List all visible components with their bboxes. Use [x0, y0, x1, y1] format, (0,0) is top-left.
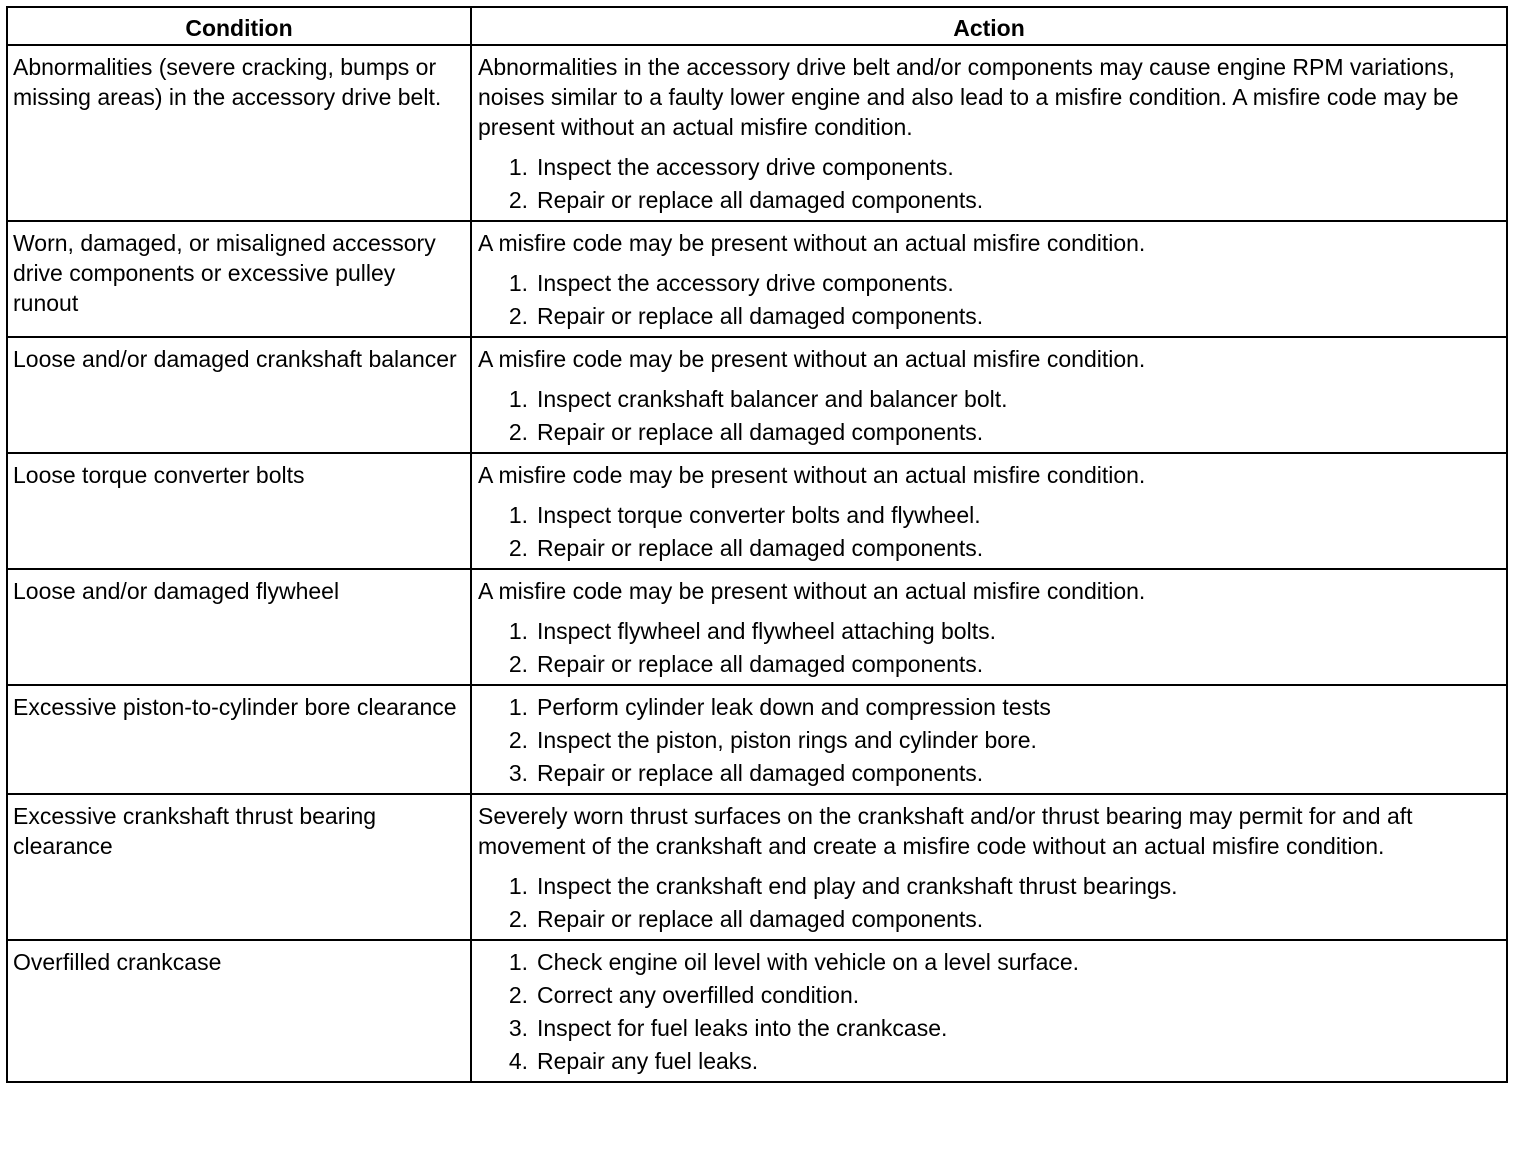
action-step — [478, 533, 1498, 563]
action-step — [478, 871, 1498, 901]
step-number: 1. — [508, 618, 528, 644]
action-steps-list — [478, 947, 1498, 1076]
action-step — [478, 904, 1498, 934]
action-description: A misfire code may be present without an actual misfire condition. — [478, 230, 1146, 256]
step-text: Inspect the accessory drive components. — [537, 270, 954, 296]
step-number: 1. — [508, 694, 528, 720]
condition-cell: Excessive crankshaft thrust bearing clearance — [7, 794, 471, 940]
action-step — [478, 616, 1498, 646]
action-steps-list — [478, 152, 1498, 215]
action-cell — [471, 45, 1507, 221]
table-row — [7, 940, 1507, 1082]
step-spacer — [528, 758, 537, 788]
step-text: Repair or replace all damaged components. — [537, 535, 984, 561]
action-cell — [471, 569, 1507, 685]
table-body — [7, 45, 1507, 1082]
step-text: Repair any fuel leaks. — [537, 1048, 759, 1074]
step-number: 2. — [508, 982, 528, 1008]
step-number: 3. — [508, 760, 528, 786]
step-number: 2. — [508, 303, 528, 329]
step-spacer — [528, 616, 537, 646]
step-number: 4. — [508, 1048, 528, 1074]
step-number: 3. — [508, 1015, 528, 1041]
step-spacer — [528, 185, 537, 215]
step-text: Inspect flywheel and flywheel attaching bolts. — [537, 618, 996, 644]
step-spacer — [528, 152, 537, 182]
action-step — [478, 1013, 1498, 1043]
action-cell — [471, 453, 1507, 569]
action-step — [478, 980, 1498, 1010]
action-step — [478, 500, 1498, 530]
step-number: 1. — [508, 873, 528, 899]
action-step — [478, 692, 1498, 722]
action-step — [478, 649, 1498, 679]
action-description: A misfire code may be present without an actual misfire condition. — [478, 462, 1146, 488]
action-step — [478, 185, 1498, 215]
step-spacer — [528, 725, 537, 755]
step-spacer — [528, 301, 537, 331]
step-number: 2. — [508, 419, 528, 445]
action-description: Abnormalities in the accessory drive belt and/or components may cause engine RPM variations, noises similar to a faulty lower engine and also lead to a misfire condition. A misfire code may be present without an actual misfire condition. — [478, 54, 1459, 140]
step-number: 1. — [508, 502, 528, 528]
step-text: Perform cylinder leak down and compression tests — [537, 694, 1051, 720]
action-description: A misfire code may be present without an actual misfire condition. — [478, 578, 1146, 604]
step-text: Repair or replace all damaged components. — [537, 651, 984, 677]
action-step — [478, 417, 1498, 447]
step-number: 2. — [508, 535, 528, 561]
action-cell — [471, 940, 1507, 1082]
step-text: Correct any overfilled condition. — [537, 982, 860, 1008]
table-row — [7, 794, 1507, 940]
step-text: Repair or replace all damaged components. — [537, 906, 984, 932]
table-row — [7, 685, 1507, 794]
step-text: Inspect the crankshaft end play and crankshaft thrust bearings. — [537, 873, 1178, 899]
step-text: Inspect the accessory drive components. — [537, 154, 954, 180]
action-steps-list — [478, 871, 1498, 934]
step-number: 2. — [508, 651, 528, 677]
step-text: Repair or replace all damaged components. — [537, 419, 984, 445]
table-row — [7, 337, 1507, 453]
step-number: 1. — [508, 386, 528, 412]
step-number: 2. — [508, 187, 528, 213]
condition-cell: Loose and/or damaged crankshaft balancer — [7, 337, 471, 453]
action-cell — [471, 685, 1507, 794]
action-step — [478, 725, 1498, 755]
step-spacer — [528, 1013, 537, 1043]
step-text: Inspect for fuel leaks into the crankcase. — [537, 1015, 948, 1041]
table-row — [7, 569, 1507, 685]
action-step — [478, 268, 1498, 298]
step-number: 2. — [508, 906, 528, 932]
action-steps-list — [478, 500, 1498, 563]
action-step — [478, 384, 1498, 414]
step-spacer — [528, 904, 537, 934]
step-text: Repair or replace all damaged components. — [537, 760, 984, 786]
step-spacer — [528, 268, 537, 298]
step-spacer — [528, 1046, 537, 1076]
action-steps-list — [478, 616, 1498, 679]
step-text: Repair or replace all damaged components. — [537, 187, 984, 213]
action-step — [478, 301, 1498, 331]
condition-cell: Worn, damaged, or misaligned accessory drive components or excessive pulley runout — [7, 221, 471, 337]
condition-cell: Abnormalities (severe cracking, bumps or missing areas) in the accessory drive belt. — [7, 45, 471, 221]
step-spacer — [528, 533, 537, 563]
step-text: Check engine oil level with vehicle on a level surface. — [537, 949, 1080, 975]
step-text: Inspect torque converter bolts and flywheel. — [537, 502, 981, 528]
table-row — [7, 453, 1507, 569]
step-spacer — [528, 649, 537, 679]
action-steps-list — [478, 384, 1498, 447]
condition-cell: Overfilled crankcase — [7, 940, 471, 1082]
condition-cell: Excessive piston-to-cylinder bore clearance — [7, 685, 471, 794]
condition-cell: Loose torque converter bolts — [7, 453, 471, 569]
action-cell — [471, 337, 1507, 453]
step-spacer — [528, 692, 537, 722]
table-header — [7, 7, 1507, 45]
step-number: 2. — [508, 727, 528, 753]
condition-column-header: Condition — [7, 7, 471, 45]
step-number: 1. — [508, 154, 528, 180]
step-text: Inspect crankshaft balancer and balancer bolt. — [537, 386, 1008, 412]
condition-cell: Loose and/or damaged flywheel — [7, 569, 471, 685]
table-row — [7, 45, 1507, 221]
action-cell — [471, 794, 1507, 940]
action-step — [478, 758, 1498, 788]
step-spacer — [528, 980, 537, 1010]
action-steps-list — [478, 692, 1498, 788]
table-row — [7, 221, 1507, 337]
step-text: Repair or replace all damaged components. — [537, 303, 984, 329]
action-step — [478, 1046, 1498, 1076]
action-cell — [471, 221, 1507, 337]
step-text: Inspect the piston, piston rings and cylinder bore. — [537, 727, 1037, 753]
action-description: Severely worn thrust surfaces on the crankshaft and/or thrust bearing may permit for and aft movement of the crankshaft and create a misfire code without an actual misfire condition. — [478, 803, 1413, 859]
header-row — [7, 7, 1507, 45]
step-spacer — [528, 500, 537, 530]
action-step — [478, 152, 1498, 182]
diagnostic-table — [6, 6, 1508, 1083]
step-spacer — [528, 417, 537, 447]
step-number: 1. — [508, 949, 528, 975]
step-spacer — [528, 871, 537, 901]
diagnostic-table-container — [6, 6, 1506, 1083]
step-number: 1. — [508, 270, 528, 296]
action-steps-list — [478, 268, 1498, 331]
step-spacer — [528, 947, 537, 977]
action-description: A misfire code may be present without an actual misfire condition. — [478, 346, 1146, 372]
step-spacer — [528, 384, 537, 414]
action-column-header: Action — [471, 7, 1507, 45]
action-step — [478, 947, 1498, 977]
